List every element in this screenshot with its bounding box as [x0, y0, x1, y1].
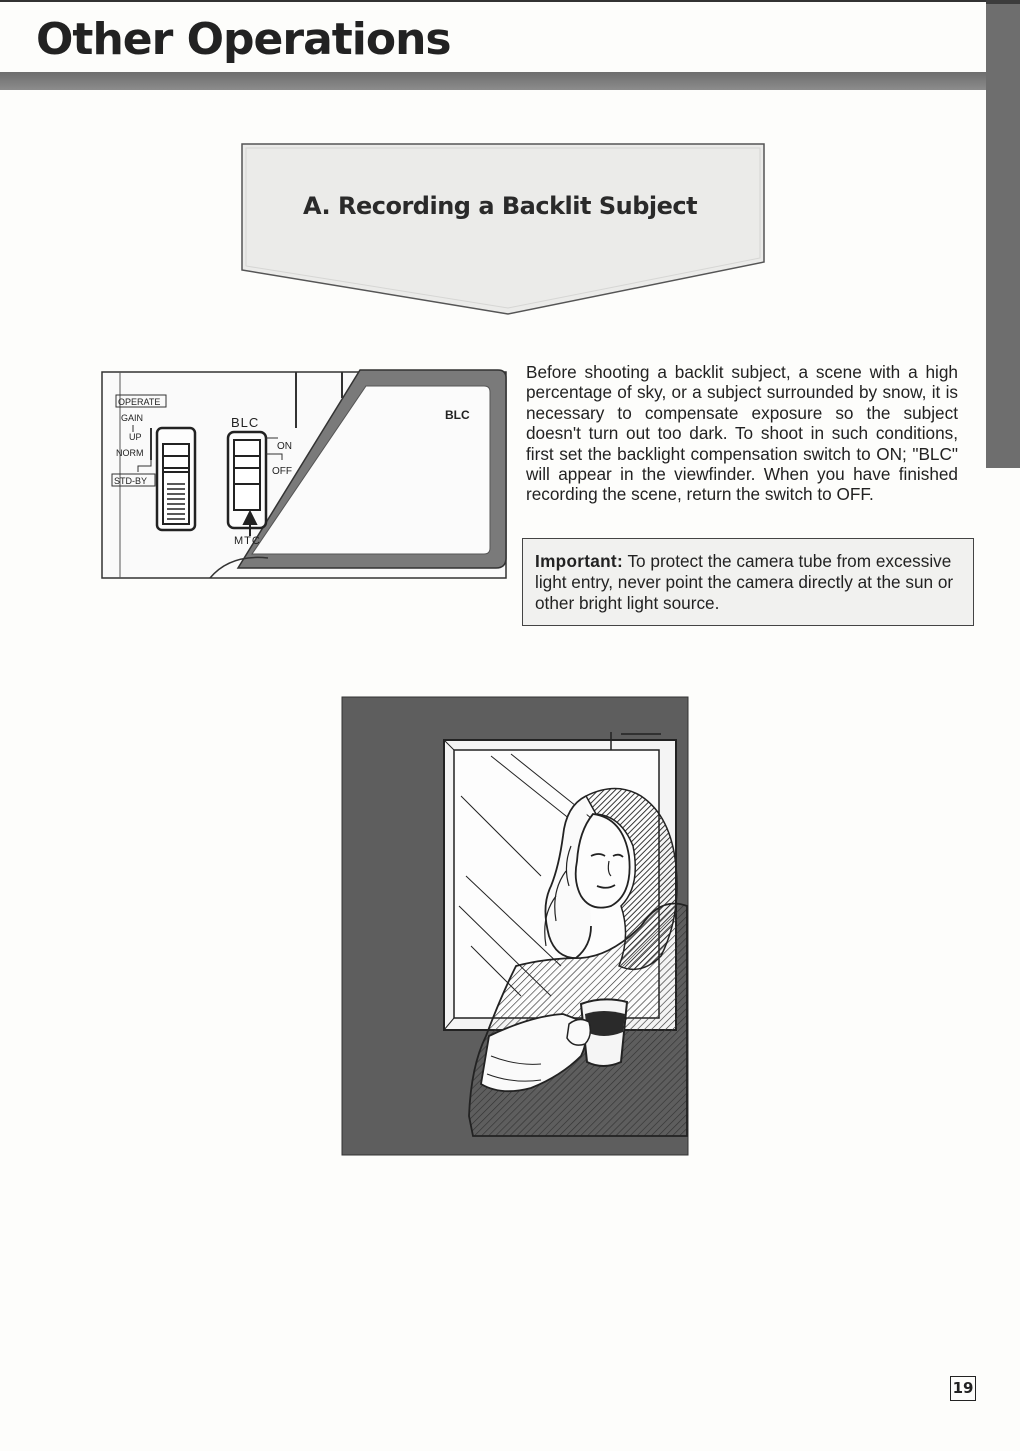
body-paragraph: Before shooting a backlit subject, a scene with a high percentage of sky, or a subject surrounded by snow, it is necessary to compensate exposure so the subject doesn't turn out too dark. To shoot in such conditions, first set the backlight compensation switch to ON; "BLC" will appear in the viewfinder. When you have finished recording the scene, return the switch to OFF.	[526, 362, 958, 505]
section-title: A. Recording a Backlit Subject	[303, 192, 698, 220]
important-text: To protect the camera tube from excessive light entry, never point the camera directly at the sun or other bright light source.	[535, 551, 954, 613]
important-label: Important:	[535, 551, 623, 571]
page-number: 19	[950, 1376, 976, 1401]
gain-up-label: UP	[129, 432, 142, 442]
important-notice	[522, 538, 974, 626]
side-tab-marker	[986, 0, 1020, 468]
backlit-subject-illustration	[341, 696, 689, 1156]
stdby-label: STD-BY	[114, 476, 148, 486]
operate-label: OPERATE	[118, 397, 161, 407]
control-panel-diagram	[100, 368, 508, 580]
blc-off-label: OFF	[272, 466, 292, 477]
mtc-label: MTC	[234, 535, 261, 547]
title-rule	[0, 72, 990, 90]
page-title: Other Operations	[36, 14, 451, 65]
norm-label: NORM	[116, 448, 144, 458]
viewfinder-blc-text: BLC	[445, 408, 470, 422]
blc-switch-label: BLC	[231, 415, 260, 430]
gain-label: GAIN	[121, 413, 144, 423]
section-banner	[240, 142, 768, 317]
top-border	[0, 0, 990, 2]
side-tab-marker-edge	[986, 0, 1020, 4]
important-notice-body	[535, 551, 963, 614]
blc-on-label: ON	[277, 441, 292, 452]
